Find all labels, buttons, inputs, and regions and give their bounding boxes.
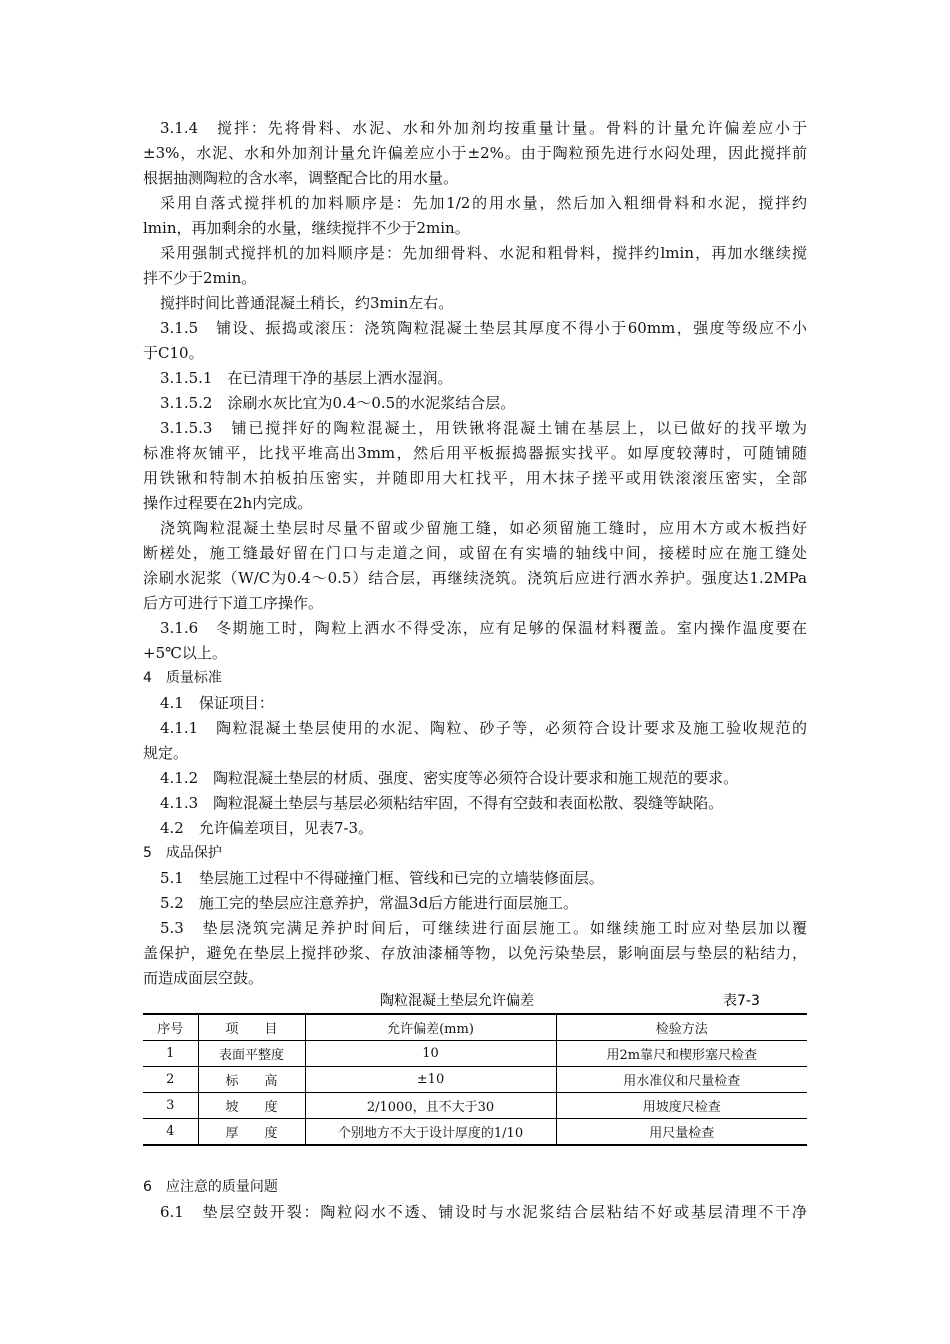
paragraph-4-1-1 <box>143 716 807 766</box>
paragraph-5-1 <box>143 866 807 891</box>
text-line: 涂刷水泥浆（W/C为0.4～0.5）结合层，再继续浇筑。浇筑后应进行洒水养护。强度达1.2MPa <box>143 569 807 587</box>
table-cell: 个别地方不大于设计厚度的1/10 <box>305 1119 556 1146</box>
table-cell: ±10 <box>305 1067 556 1093</box>
text-line: 标准将灰铺平，比找平堆高出3mm，然后用平板振捣器振实找平。如厚度较薄时，可随铺随 <box>143 444 807 462</box>
section-heading-quality-problems: 6 应注意的质量问题 <box>143 1179 278 1195</box>
paragraph-3-1-4 <box>143 116 807 191</box>
text-line: 5.3 垫层浇筑完满足养护时间后，可继续进行面层施工。如继续施工时应对垫层加以覆 <box>160 919 807 937</box>
table-cell: 用2m靠尺和楔形塞尺检查 <box>556 1041 807 1067</box>
header-cell: 序号 <box>143 1014 198 1041</box>
text-line: 根据抽测陶粒的含水率，调整配合比的用水量。 <box>143 169 459 187</box>
text-line: 采用自落式搅拌机的加料顺序是：先加1/2的用水量，然后加入粗细骨料和水泥，搅拌约 <box>160 194 807 212</box>
text-line: 3.1.5.1 在已清理干净的基层上洒水湿润。 <box>160 369 453 387</box>
text-line: 3.1.4 搅拌：先将骨料、水泥、水和外加剂均按重量计量。骨料的计量允许偏差应小于 <box>160 119 807 137</box>
header-cell: 允许偏差(mm) <box>305 1014 556 1041</box>
text-line: 后方可进行下道工序操作。 <box>143 594 324 612</box>
paragraph-5-2 <box>143 891 807 916</box>
document-body <box>143 116 807 991</box>
table-row <box>143 1067 807 1093</box>
paragraph-3-1-5 <box>143 316 807 366</box>
text-line: 断槎处，施工缝最好留在门口与走道之间，或留在有实墙的轴线中间，接槎时应在施工缝处 <box>143 544 807 562</box>
table-cell: 用坡度尺检查 <box>556 1093 807 1119</box>
text-line: 浇筑陶粒混凝土垫层时尽量不留或少留施工缝，如必须留施工缝时，应用木方或木板挡好 <box>160 519 807 537</box>
text-line: 3.1.5.3 铺已搅拌好的陶粒混凝土，用铁锹将混凝土铺在基层上，以已做好的找平墩为 <box>160 419 807 437</box>
text-line: 5.2 施工完的垫层应注意养护，常温3d后方能进行面层施工。 <box>160 894 579 912</box>
paragraph-mixing-time <box>143 291 807 316</box>
paragraph-3-1-6 <box>143 616 807 666</box>
text-line: 操作过程要在2h内完成。 <box>143 494 313 512</box>
table-cell: 表面平整度 <box>198 1041 305 1067</box>
header-cell: 项 目 <box>198 1014 305 1041</box>
text-line: lmin，再加剩余的水量，继续搅拌不少于2min。 <box>143 219 470 237</box>
table-row <box>143 1041 807 1067</box>
paragraph-4-1-3 <box>143 791 807 816</box>
text-line: 5.1 垫层施工过程中不得碰撞门框、管线和已完的立墙装修面层。 <box>160 869 604 887</box>
text-line: 而造成面层空鼓。 <box>143 969 264 987</box>
text-line: 搅拌时间比普通混凝土稍长，约3min左右。 <box>160 294 454 312</box>
text-line: 于C10。 <box>143 344 204 362</box>
table-cell: 2 <box>143 1067 198 1093</box>
paragraph-4-1-2 <box>143 766 807 791</box>
text-line: 4.1.2 陶粒混凝土垫层的材质、强度、密实度等必须符合设计要求和施工规范的要求。 <box>160 769 739 787</box>
table-title: 陶粒混凝土垫层允许偏差 <box>380 993 534 1009</box>
table-number: 表7-3 <box>723 993 760 1009</box>
table-cell: 3 <box>143 1093 198 1119</box>
text-line: 盖保护，避免在垫层上搅拌砂浆、存放油漆桶等物，以免污染垫层，影响面层与垫层的粘结力， <box>143 944 807 962</box>
paragraph-3-1-5-3 <box>143 416 807 516</box>
table-cell: 厚 度 <box>198 1119 305 1146</box>
table-header-row <box>143 1014 807 1041</box>
allowable-deviation-table <box>143 1013 807 1146</box>
text-line: 用铁锹和特制木拍板拍压密实，并随即用大杠找平，用木抹子搓平或用铁滚滚压密实，全部 <box>143 469 807 487</box>
paragraph-forced-mixer <box>143 241 807 291</box>
table-caption <box>143 990 807 1012</box>
text-line: 4.1.3 陶粒混凝土垫层与基层必须粘结牢固，不得有空鼓和表面松散、裂缝等缺陷。 <box>160 794 724 812</box>
after-table-section <box>143 1175 807 1225</box>
paragraph-construction-joint <box>143 516 807 616</box>
paragraph-3-1-5-2 <box>143 391 807 416</box>
text-line: 6.1 垫层空鼓开裂：陶粒闷水不透、铺设时与水泥浆结合层粘结不好或基层清理不干净 <box>160 1203 807 1221</box>
table-cell: 用水准仪和尺量检查 <box>556 1067 807 1093</box>
text-line: ±3%，水泥、水和外加剂计量允许偏差应小于±2%。由于陶粒预先进行水闷处理，因此搅拌前 <box>143 144 807 162</box>
text-line: 采用强制式搅拌机的加料顺序是：先加细骨料、水泥和粗骨料，搅拌约lmin，再加水继续搅 <box>160 244 807 262</box>
table-cell: 标 高 <box>198 1067 305 1093</box>
text-line: 3.1.5 铺设、振捣或滚压：浇筑陶粒混凝土垫层其厚度不得小于60mm，强度等级应不小 <box>160 319 807 337</box>
paragraph-4-2 <box>143 816 807 841</box>
section-heading-quality-standard: 4 质量标准 <box>143 670 222 686</box>
paragraph-self-falling-mixer <box>143 191 807 241</box>
text-line: 3.1.5.2 涂刷水灰比宜为0.4～0.5的水泥浆结合层。 <box>160 394 516 412</box>
text-line: 4.2 允许偏差项目，见表7-3。 <box>160 819 374 837</box>
text-line: 规定。 <box>143 744 189 762</box>
table-row <box>143 1093 807 1119</box>
text-line: +5℃以上。 <box>143 644 227 662</box>
header-cell: 检验方法 <box>556 1014 807 1041</box>
table-cell: 坡 度 <box>198 1093 305 1119</box>
table-cell: 1 <box>143 1041 198 1067</box>
table-row <box>143 1119 807 1146</box>
table-cell: 10 <box>305 1041 556 1067</box>
text-line: 4.1 保证项目： <box>160 694 274 712</box>
paragraph-5-3 <box>143 916 807 991</box>
table-cell: 2/1000，且不大于30 <box>305 1093 556 1119</box>
text-line: 拌不少于2min。 <box>143 269 257 287</box>
section-heading-product-protection: 5 成品保护 <box>143 845 222 861</box>
table-cell: 用尺量检查 <box>556 1119 807 1146</box>
paragraph-4-1 <box>143 691 807 716</box>
text-line: 4.1.1 陶粒混凝土垫层使用的水泥、陶粒、砂子等，必须符合设计要求及施工验收规范的 <box>160 719 807 737</box>
paragraph-3-1-5-1 <box>143 366 807 391</box>
text-line: 3.1.6 冬期施工时，陶粒上洒水不得受冻，应有足够的保温材料覆盖。室内操作温度要在 <box>160 619 807 637</box>
table-cell: 4 <box>143 1119 198 1146</box>
